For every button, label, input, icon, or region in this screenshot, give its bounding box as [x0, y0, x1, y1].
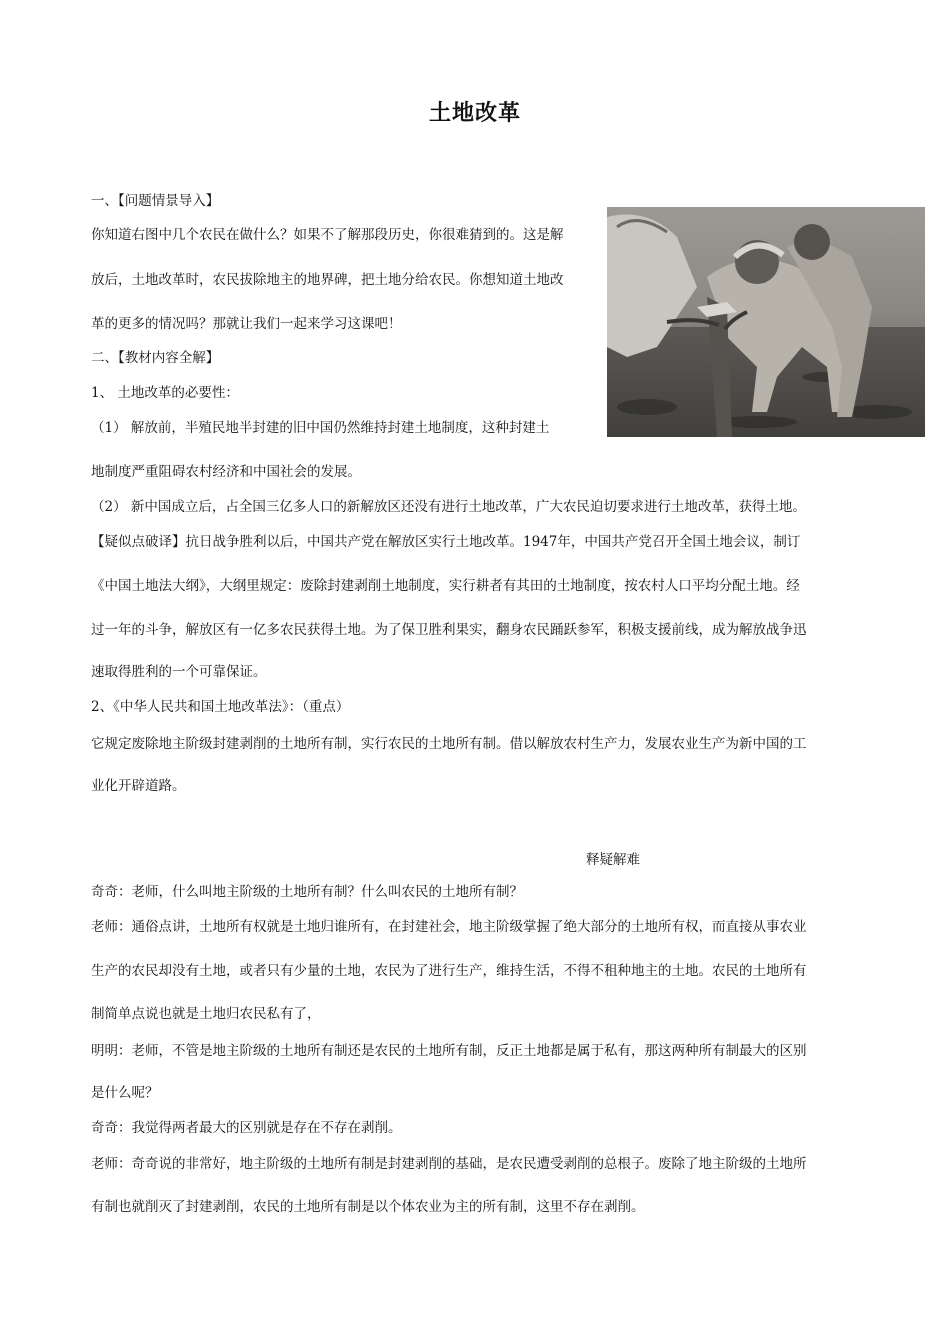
qa-line: 奇奇：我觉得两者最大的区别就是存在不存在剥削。 [91, 1120, 402, 1136]
item1-paragraph1-line: （1） 解放前，半殖民地半封建的旧中国仍然维持封建土地制度，这种封建土 [91, 420, 550, 436]
doubt-line: 《中国土地法大纲》，大纲里规定：废除封建剥削土地制度，实行耕者有其田的土地制度，按农村人口平均分配土地。经 [91, 578, 800, 594]
qa-line: 老师：通俗点讲，土地所有权就是土地归谁所有，在封建社会，地主阶级掌握了绝大部分的土地所有权，而直接从事农业 [91, 919, 807, 935]
page-title: 土地改革 [428, 101, 521, 126]
doubt-line: 过一年的斗争，解放区有一亿多农民获得土地。为了保卫胜利果实，翻身农民踊跃参军，积极支援前线，成为解放战争迅 [91, 622, 807, 638]
section-heading-intro: 一、【问题情景导入】 [91, 193, 220, 209]
farmers-photo [607, 207, 925, 437]
doubt-line: 速取得胜利的一个可靠保证。 [91, 664, 267, 680]
qa-title: 释疑解难 [586, 852, 640, 868]
intro-line: 放后，土地改革时，农民拔除地主的地界碑，把土地分给农民。你想知道土地改 [91, 272, 564, 288]
intro-line: 革的更多的情况吗？那就让我们一起来学习这课吧！ [91, 316, 402, 332]
item2-line: 业化开辟道路。 [91, 778, 186, 794]
section-heading-content: 二、【教材内容全解】 [91, 350, 220, 366]
qa-line: 生产的农民却没有土地，或者只有少量的土地，农民为了进行生产，维持生活，不得不租种地主的土地。农民的土地所有 [91, 963, 807, 979]
qa-line: 老师：奇奇说的非常好，地主阶级的土地所有制是封建剥削的基础，是农民遭受剥削的总根子。废除了地主阶级的土地所 [91, 1156, 807, 1172]
qa-line: 制简单点说也就是土地归农民私有了， [91, 1006, 321, 1022]
qa-line: 是什么呢？ [91, 1085, 159, 1101]
item2-line: 它规定废除地主阶级封建剥削的土地所有制，实行农民的土地所有制。借以解放农村生产力，发展农业生产为新中国的工 [91, 736, 807, 752]
item1-heading: 1、 土地改革的必要性： [91, 385, 239, 401]
qa-line: 有制也就削灭了封建剥削，农民的土地所有制是以个体农业为主的所有制，这里不存在剥削。 [91, 1199, 645, 1215]
item1-paragraph2: （2） 新中国成立后，占全国三亿多人口的新解放区还没有进行土地改革，广大农民迫切要求进行土地改革，获得土地。 [91, 499, 806, 515]
item1-paragraph1-line: 地制度严重阻碍农村经济和中国社会的发展。 [91, 464, 361, 480]
intro-line: 你知道右图中几个农民在做什么？如果不了解那段历史，你很难猜到的。这是解 [91, 227, 564, 243]
doubt-line: 【疑似点破译】抗日战争胜利以后，中国共产党在解放区实行土地改革。1947年，中国共产党召开全国土地会议，制订 [91, 534, 801, 550]
qa-line: 明明：老师，不管是地主阶级的土地所有制还是农民的土地所有制，反正土地都是属于私有，那这两种所有制最大的区别 [91, 1043, 807, 1059]
qa-line: 奇奇：老师，什么叫地主阶级的土地所有制？什么叫农民的土地所有制？ [91, 884, 523, 900]
item2-heading: 2、《中华人民共和国土地改革法》：（重点） [91, 699, 350, 715]
